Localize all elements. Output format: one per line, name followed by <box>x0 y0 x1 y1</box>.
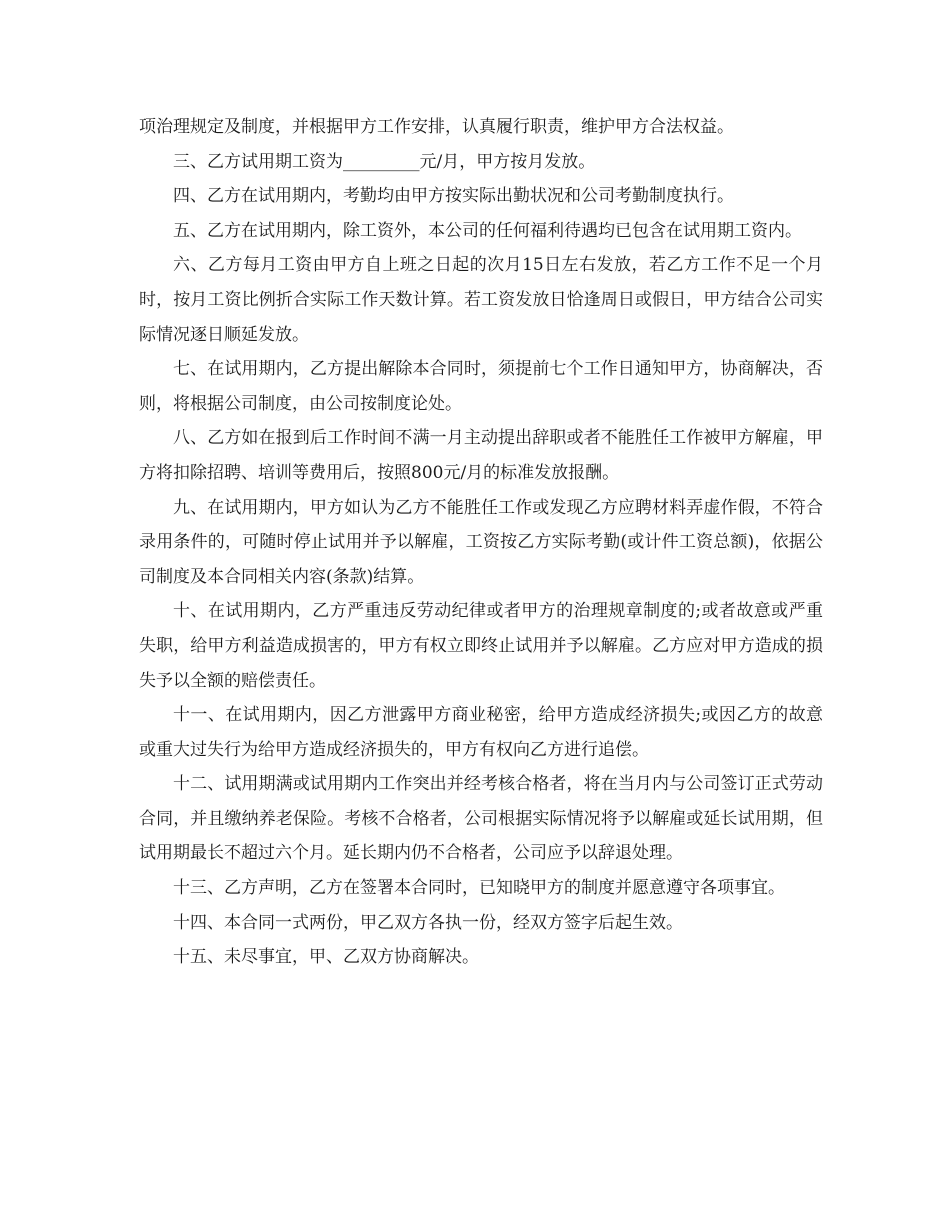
paragraph-clause-12-probation-end: 十二、试用期满或试用期内工作突出并经考核合格者，将在当月内与公司签订正式劳动合同，并且缴纳养老保险。考核不合格者，公司根据实际情况将予以解雇或延长试用期，但试用期最长不超过六个月。延长期内仍不合格者，公司应予以辞退处理。 <box>139 774 823 864</box>
paragraph-clause-5-benefits: 五、乙方在试用期内，除工资外，本公司的任何福利待遇均已包含在试用期工资内。 <box>173 220 802 241</box>
paragraph-clause-10-violations: 十、在试用期内，乙方严重违反劳动纪律或者甲方的治理规章制度的;或者故意或严重失职，给甲方利益造成损害的，甲方有权立即终止试用并予以解雇。乙方应对甲方造成的损失予以全额的赔偿责任。 <box>139 601 823 691</box>
paragraph-clause-9-dismissal: 九、在试用期内，甲方如认为乙方不能胜任工作或发现乙方应聘材料弄虚作假，不符合录用条件的，可随时停止试用并予以解雇，工资按乙方实际考勤(或计件工资总额)，依据公司制度及本合同相关内容(条款)结算。 <box>139 497 823 587</box>
paragraph-clause-11-trade-secrets: 十一、在试用期内，因乙方泄露甲方商业秘密，给甲方造成经济损失;或因乙方的故意或重大过失行为给甲方造成经济损失的，甲方有权向乙方进行追偿。 <box>139 705 823 760</box>
paragraph-clause-6-payday: 六、乙方每月工资由甲方自上班之日起的次月15日左右发放，若乙方工作不足一个月时，按月工资比例折合实际工作天数计算。若工资发放日恰逢周日或假日，甲方结合公司实际情况逐日顺延发放。 <box>139 255 823 345</box>
paragraph-clause-3-probation-salary: 三、乙方试用期工资为_________元/月，甲方按月发放。 <box>173 151 596 172</box>
paragraph-clause-14-copies: 十四、本合同一式两份，甲乙双方各执一份，经双方签字后起生效。 <box>173 912 683 933</box>
contract-page <box>139 110 823 975</box>
paragraph-clause-7-termination-notice: 七、在试用期内，乙方提出解除本合同时，须提前七个工作日通知甲方，协商解决，否则，将根据公司制度，由公司按制度论处。 <box>139 359 823 414</box>
paragraph-clause-8-early-resignation: 八、乙方如在报到后工作时间不满一月主动提出辞职或者不能胜任工作被甲方解雇，甲方将扣除招聘、培训等费用后，按照800元/月的标准发放报酬。 <box>139 428 823 483</box>
paragraph-clause-15-other-matters: 十五、未尽事宜，甲、乙双方协商解决。 <box>173 947 479 968</box>
paragraph-clause-4-attendance: 四、乙方在试用期内，考勤均由甲方按实际出勤状况和公司考勤制度执行。 <box>173 186 734 207</box>
paragraph-continuation: 项治理规定及制度，并根据甲方工作安排，认真履行职责，维护甲方合法权益。 <box>139 117 734 137</box>
paragraph-clause-13-declaration: 十三、乙方声明，乙方在签署本合同时，已知晓甲方的制度并愿意遵守各项事宜。 <box>173 878 785 899</box>
